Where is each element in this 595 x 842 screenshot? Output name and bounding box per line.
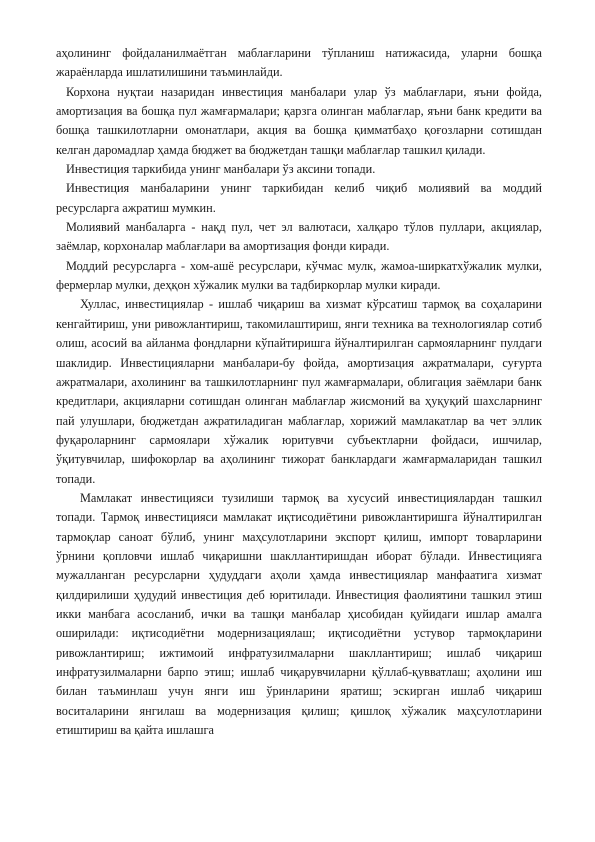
- paragraph-7: Хуллас, инвестициялар - ишлаб чиқариш ва хизмат кўрсатиш тармоқ ва соҳаларини кенгайтириш, уни ривожлантириш, такомилаштириш, янги техника ва технологиялар сотиб олиш, асосий ва айланма фондларни кўпайтиришга йўналтирилган сармояларнинг пулдаги шаклидир. Инвестицияларни манбалари-бу фойда, амортизация ажратмалари, суғурта ажратмалари, ахолининг ва ташкилотларнинг пул жамғармалари, облигация заёмлари банк кредитлари, акцияларни сотишдан олинган маблағлар жисмоний ва ҳуқуқий шахсларнинг пай улушлари, бюджетдан ажратиладиган маблағлар, хорижий мамлакатлар ва чет эллик фуқароларнинг сармоялари хўжалик юритувчи субъектларни фойдаси, ишчилар, ўқитувчилар, шифокорлар ва аҳолининг тижорат банклардаги жамғармаларидан ташкил топади.: [56, 297, 542, 486]
- paragraph-6: Моддий ресурсларга - хом-ашё ресурслари, кўчмас мулк, жамоа-ширкатхўжалик мулки, фермерлар мулки, деҳқон хўжалик мулки ва тадбиркорлар мулки киради.: [56, 258, 542, 293]
- paragraph-1: аҳолининг фойдаланилмаётган маблағларини тўпланиш натижасида, уларни бошқа жараёнларда ишлатилишини таъминлайди.: [56, 46, 542, 80]
- document-page: [56, 44, 542, 740]
- paragraph-8: Мамлакат инвестицияси тузилиши тармоқ ва хусусий инвестициялардан ташкил топади. Тармоқ инвестицияси мамлакат иқтисодиётини ривожлантиришга йўналтирилган тармоқлар саноат бўлиб, унинг маҳсулотларини экспорт қилиш, импорт товарларини ўрнини қопловчи ишлаб чиқаришни шакллантиришдан иборат бўлади. Инвестицияга мужалланган ресурсларни ҳудуддаги аҳоли ҳамда инвестициялар манфаатига хизмат қилдирилиши ҳудудий инвестиция деб юритилади. Инвестиция фаолиятини ташкил этиш икки манбага асосланиб, ички ва ташқи манбалар ҳисобидан қуйидаги ишлар амалга оширилади: иқтисодиётни модернизациялаш; иқтисодиётни устувор тармоқларини ривожлантириш; ижтимоий инфратузилмаларни шакллантириш; ишлаб чиқариш инфратузилмаларни барпо этиш; ишлаб чиқарувчиларни қўллаб-қувватлаш; аҳолини иш билан таъминлаш учун янги иш ўринларини яратиш; эскирган ишлаб чиқариш воситаларини янгилаш ва модернизация қилиш; қишлоқ хўжалик маҳсулотларини етиштириш ва қайта ишлашга: [56, 490, 542, 738]
- paragraph-4: Инвестиция манбаларини унинг таркибидан келиб чиқиб молиявий ва моддий ресурсларга ажратиш мумкин.: [56, 181, 542, 215]
- paragraph-3: Инвестиция таркибида унинг манбалари ўз аксини топади.: [66, 162, 376, 177]
- paragraph-5: Молиявий манбаларга - нақд пул, чет эл валютаси, халқаро тўлов пуллари, акциялар, заёмлар, корхоналар маблағлари ва амортизация фонди киради.: [56, 220, 542, 254]
- paragraph-2: Корхона нуқтаи назаридан инвестиция манбалари улар ўз маблағлари, яъни фойда, амортизация ва бошқа пул жамғармалари; қарзга олинган маблағлар, яъни банк кредити ва бошқа ташкилотларни омонатлари, акция ва бошқа қимматбаҳо қоғозларни сотишдан келган даромадлар ҳамда бюджет ва бюджетдан ташқи маблағлар ташкил қилади.: [56, 84, 542, 157]
